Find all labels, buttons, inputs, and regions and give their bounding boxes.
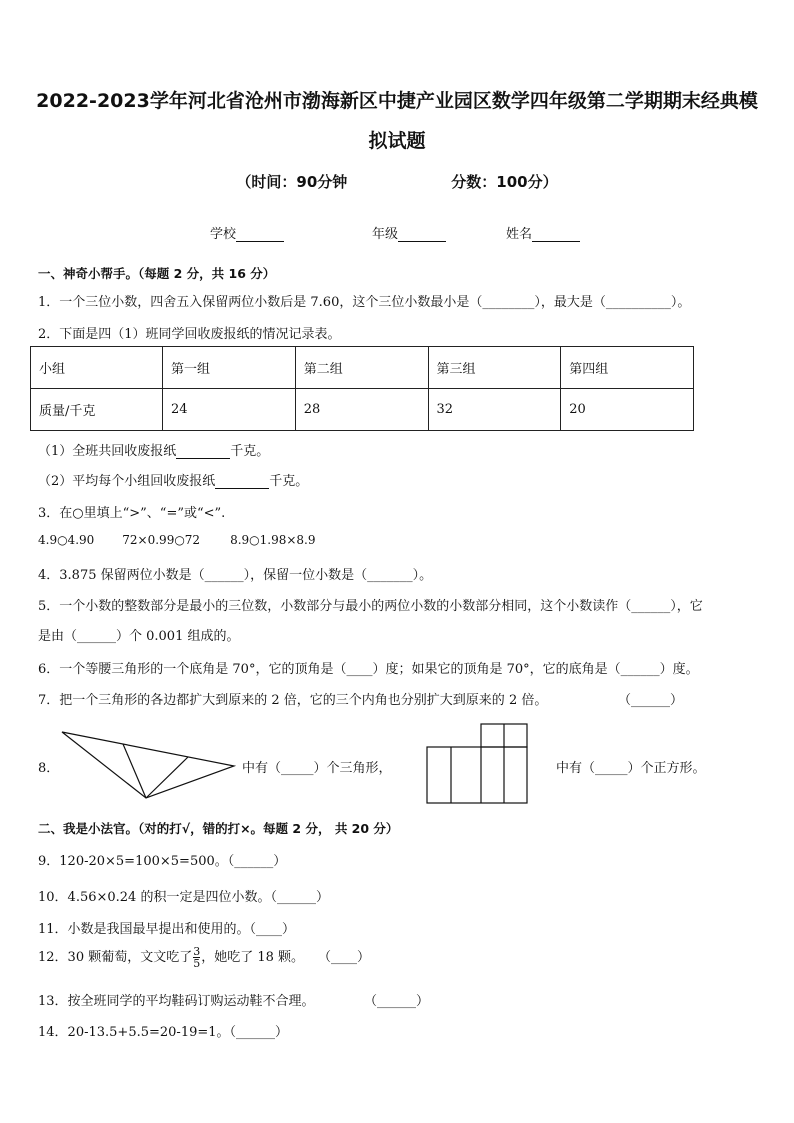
table-cell: 第三组 [428,347,561,389]
fraction [193,946,200,969]
table-header-row [31,347,694,389]
compare-item: 4.9○4.90 [38,533,95,547]
sub2-text: （2）平均每个小组回收废报纸 [38,474,216,489]
section-heading-2: 二、我是小法官。（对的打√，错的打×。每题 2 分， 共 20 分） [38,821,399,836]
question-14: 14．20-13.5+5.5=20-19=1。（______） [38,1025,289,1040]
question-3-items [38,533,316,547]
question-2-stem: 2．下面是四（1）班同学回收废报纸的情况记录表。 [38,327,341,342]
table-cell: 28 [295,389,428,431]
table-cell: 第二组 [295,347,428,389]
score-label: 分数：100分） [451,173,558,191]
sub2-blank[interactable] [215,474,269,489]
question-11: 11．小数是我国最早提出和使用的。（____） [38,922,296,937]
grade-field[interactable] [372,223,446,242]
question-12 [38,946,370,969]
table-cell: 小组 [31,347,163,389]
question-8-triangles: 中有（_____）个三角形， [242,761,392,776]
page-title-continued: 拟试题 [368,130,426,152]
table-cell: 20 [561,389,694,431]
name-label: 姓名 [506,227,533,242]
table-cell: 第四组 [561,347,694,389]
question-2-sub-2 [38,470,308,489]
question-13: 13．按全班同学的平均鞋码订购运动鞋不合理。 [38,994,315,1009]
sub1-blank[interactable] [176,444,230,459]
section-heading-1: 一、神奇小帮手。（每题 2 分，共 16 分） [38,266,276,281]
page-title: 2022-2023学年河北省沧州市渤海新区中捷产业园区数学四年级第二学期期末经典模 [36,90,758,112]
grade-label: 年级 [372,227,399,242]
question-8-squares: 中有（_____）个正方形。 [556,761,706,776]
school-label: 学校 [210,227,237,242]
table-cell: 32 [428,389,561,431]
question-10: 10．4.56×0.24 的积一定是四位小数。（______） [38,890,329,905]
question-3-stem: 3．在○里填上“>”、“=”或“<”. [38,506,226,521]
school-field[interactable] [210,223,284,242]
question-5-line-1: 5．一个小数的整数部分是最小的三位数，小数部分与最小的两位小数的小数部分相同，这个小数读作（______），它 [38,599,703,614]
name-field[interactable] [506,223,580,242]
table-cell: 24 [163,389,296,431]
table-cell: 质量/千克 [31,389,163,431]
name-blank[interactable] [532,227,580,242]
sub2-unit: 千克。 [269,474,309,489]
question-13-answer[interactable]: （______） [364,994,430,1009]
exam-meta [0,171,794,192]
recycling-table [30,346,694,431]
table-row [31,389,694,431]
compare-item: 8.9○1.98×8.9 [230,533,316,547]
question-5-line-2: 是由（______）个 0.001 组成的。 [38,629,240,644]
q12-answer[interactable]: （____） [318,950,371,965]
fraction-numerator: 3 [193,945,201,958]
square-figure [426,723,530,805]
school-blank[interactable] [236,227,284,242]
sub1-text: （1）全班共回收废报纸 [38,444,177,459]
time-label: （时间：90分钟 [236,173,348,191]
sub1-unit: 千克。 [230,444,270,459]
table-cell: 第一组 [163,347,296,389]
grade-blank[interactable] [398,227,446,242]
q12-text-end: ，她吃了 18 颗。 [201,950,305,965]
question-4: 4．3.875 保留两位小数是（______），保留一位小数是（_______）。 [38,568,433,583]
fraction-denominator: 5 [193,957,201,970]
question-2-sub-1 [38,440,269,459]
question-9: 9．120-20×5=100×5=500。（______） [38,854,287,869]
question-6: 6．一个等腰三角形的一个底角是 70°，它的顶角是（____）度；如果它的顶角是 70°，它的底角是（______）度。 [38,662,699,677]
q12-text: 12．30 颗葡萄，文文吃了 [38,950,193,965]
compare-item: 72×0.99○72 [122,533,201,547]
question-7-answer[interactable]: （______） [618,693,684,708]
triangle-figure [58,728,236,802]
question-8-number: 8． [38,761,60,776]
question-1: 1．一个三位小数，四舍五入保留两位小数后是 7.60，这个三位小数最小是（________），最大是（__________）。 [38,295,691,310]
question-7: 7．把一个三角形的各边都扩大到原来的 2 倍，它的三个内角也分别扩大到原来的 2 倍。 [38,693,548,708]
